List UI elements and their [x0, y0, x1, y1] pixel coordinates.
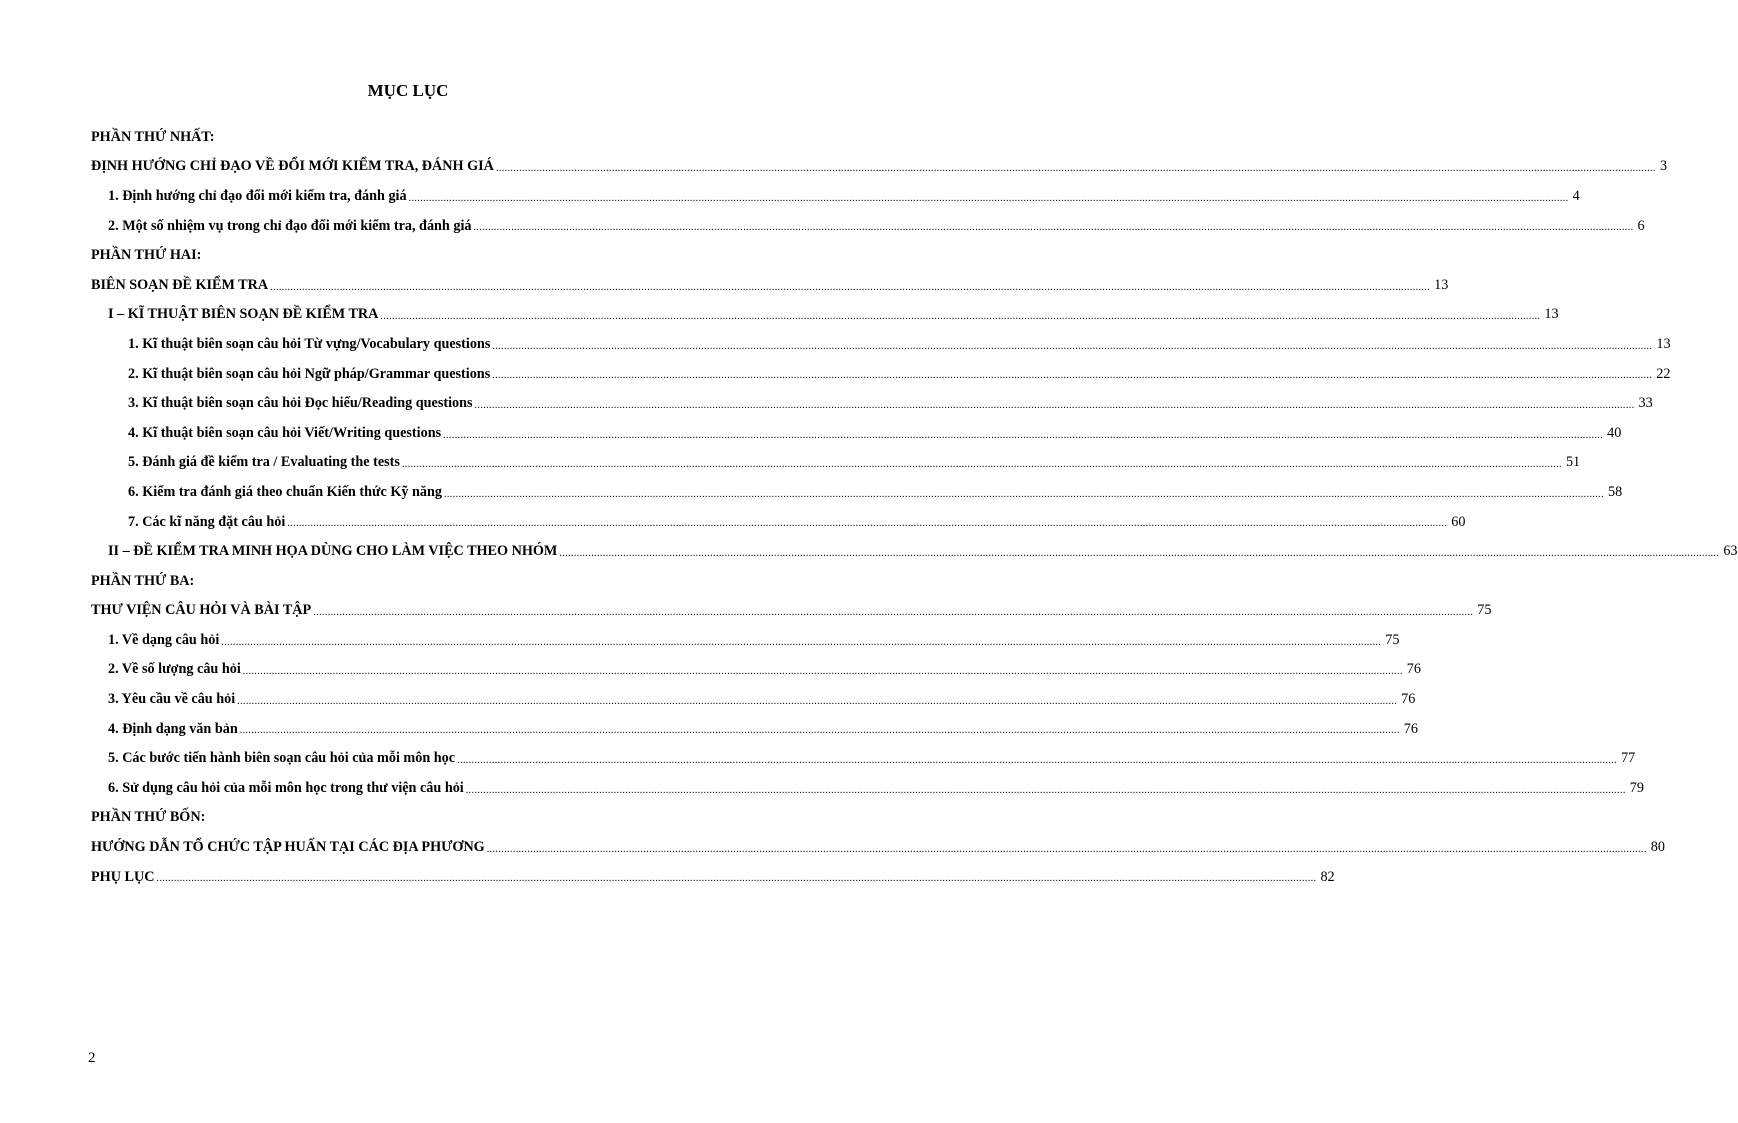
toc-entry	[91, 329, 1671, 359]
toc-page-number: 4	[1572, 187, 1580, 204]
toc-dot-leader: ................................................................................................................................................................................................................................................................................................................................................................................................................	[492, 370, 1653, 382]
toc-entry	[91, 181, 1580, 211]
toc-entry-text: 1. Về dạng câu hỏi	[108, 631, 220, 648]
toc-entry-text: 3. Yêu cầu về câu hỏi	[108, 691, 236, 708]
toc-section-heading	[91, 240, 711, 270]
toc-dot-leader: ................................................................................................................................................................................................................................................................................................................................................................................................................	[401, 459, 1562, 471]
toc-dot-leader: ................................................................................................................................................................................................................................................................................................................................................................................................................	[443, 429, 1604, 441]
toc-entry	[91, 714, 1418, 744]
toc-entry-text: ĐỊNH HƯỚNG CHỈ ĐẠO VỀ ĐỔI MỚI KIỂM TRA, ĐÁNH GIÁ	[91, 158, 494, 175]
toc-entry-text: 7. Các kĩ năng đặt câu hỏi	[128, 513, 286, 530]
toc-entry	[91, 655, 1421, 685]
toc-entry-text: 4. Định dạng văn bản	[108, 720, 238, 737]
toc-section-heading	[91, 803, 711, 833]
toc-entry	[91, 300, 1559, 330]
toc-page-number: 58	[1607, 483, 1623, 500]
toc-entry-text: 4. Kĩ thuật biên soạn câu hỏi Viết/Writing questions	[128, 424, 442, 441]
toc-dot-leader: ................................................................................................................................................................................................................................................................................................................................................................................................................	[270, 281, 1431, 293]
toc-dot-leader: ................................................................................................................................................................................................................................................................................................................................................................................................................	[380, 311, 1541, 323]
toc-dot-leader: ................................................................................................................................................................................................................................................................................................................................................................................................................	[408, 192, 1569, 204]
toc-entry-text: 6. Sử dụng câu hỏi của mỗi môn học trong thư viện câu hỏi	[108, 779, 464, 796]
toc-entry	[91, 211, 1645, 241]
toc-page-number: 77	[1621, 750, 1636, 767]
toc-dot-leader: ................................................................................................................................................................................................................................................................................................................................................................................................................	[473, 222, 1634, 234]
toc-page-number: 13	[1434, 276, 1449, 293]
toc-dot-leader: ................................................................................................................................................................................................................................................................................................................................................................................................................	[313, 607, 1474, 619]
toc-entry	[91, 743, 1636, 773]
toc-dot-leader: ................................................................................................................................................................................................................................................................................................................................................................................................................	[486, 843, 1647, 855]
toc-entry-text: BIÊN SOẠN ĐỀ KIỂM TRA	[91, 276, 269, 293]
toc-page-number: 63	[1723, 543, 1738, 560]
toc-entry-text: THƯ VIỆN CÂU HỎI VÀ BÀI TẬP	[91, 602, 312, 619]
toc-entry	[91, 270, 1449, 300]
toc-page-number: 6	[1637, 217, 1645, 234]
toc-entry	[91, 359, 1671, 389]
table-of-contents	[91, 122, 1738, 891]
toc-entry-text: 2. Kĩ thuật biên soạn câu hỏi Ngữ pháp/Grammar questions	[128, 365, 491, 382]
toc-dot-leader: ................................................................................................................................................................................................................................................................................................................................................................................................................	[474, 399, 1635, 411]
toc-entry	[91, 536, 1738, 566]
toc-entry-text: 1. Định hướng chỉ đạo đổi mới kiểm tra, đánh giá	[108, 187, 407, 204]
toc-page-number: 79	[1629, 779, 1644, 796]
toc-entry	[91, 152, 1668, 182]
toc-entry-text: 3. Kĩ thuật biên soạn câu hỏi Đọc hiểu/Reading questions	[128, 395, 473, 412]
toc-dot-leader: ................................................................................................................................................................................................................................................................................................................................................................................................................	[287, 518, 1448, 530]
toc-entry-text: 1. Kĩ thuật biên soạn câu hỏi Từ vựng/Vocabulary questions	[128, 335, 491, 352]
toc-section-heading	[91, 566, 711, 596]
toc-entry-text: 5. Các bước tiến hành biên soạn câu hỏi của mỗi môn học	[108, 750, 456, 767]
toc-entry	[91, 625, 1400, 655]
toc-page-number: 13	[1656, 335, 1671, 352]
toc-entry-text: 2. Một số nhiệm vụ trong chỉ đạo đổi mới kiểm tra, đánh giá	[108, 217, 472, 234]
toc-entry-text: PHẦN THỨ NHẤT:	[91, 128, 215, 145]
toc-entry-text: 2. Về số lượng câu hỏi	[108, 661, 241, 678]
toc-section-heading	[91, 122, 711, 152]
page-number: 2	[88, 1050, 96, 1066]
toc-page-number: 40	[1607, 424, 1622, 441]
toc-title: MỤC LỤC	[367, 81, 449, 100]
toc-entry	[91, 448, 1581, 478]
toc-page-number: 22	[1656, 365, 1671, 382]
toc-page-number: 80	[1650, 839, 1665, 856]
toc-page-number: 76	[1406, 661, 1421, 678]
toc-dot-leader: ................................................................................................................................................................................................................................................................................................................................................................................................................	[443, 488, 1604, 500]
toc-entry	[91, 862, 1335, 892]
toc-entry	[91, 507, 1466, 537]
toc-dot-leader: ................................................................................................................................................................................................................................................................................................................................................................................................................	[237, 695, 1398, 707]
toc-entry	[91, 388, 1653, 418]
toc-dot-leader: ................................................................................................................................................................................................................................................................................................................................................................................................................	[242, 666, 1403, 678]
toc-dot-leader: ................................................................................................................................................................................................................................................................................................................................................................................................................	[239, 725, 1400, 737]
toc-page-number: 51	[1565, 454, 1581, 471]
toc-entry	[91, 684, 1416, 714]
toc-entry-text: II – ĐỀ KIỂM TRA MINH HỌA DÙNG CHO LÀM VIỆC THEO NHÓM	[108, 543, 558, 560]
toc-entry-text: 6. Kiểm tra đánh giá theo chuẩn Kiến thức Kỹ năng	[128, 483, 442, 500]
toc-entry	[91, 596, 1492, 626]
toc-page-number: 3	[1659, 158, 1668, 175]
toc-page-number: 60	[1451, 513, 1466, 530]
toc-dot-leader: ................................................................................................................................................................................................................................................................................................................................................................................................................	[559, 547, 1720, 559]
toc-entry	[91, 773, 1644, 803]
toc-entry	[91, 477, 1623, 507]
toc-entry-text: PHẦN THỨ HAI:	[91, 247, 202, 264]
toc-entry-text: PHẦN THỨ BỐN:	[91, 809, 206, 826]
toc-dot-leader: ................................................................................................................................................................................................................................................................................................................................................................................................................	[156, 873, 1317, 885]
toc-page-number: 76	[1403, 720, 1418, 737]
toc-entry-text: HƯỚNG DẪN TỔ CHỨC TẬP HUẤN TẠI CÁC ĐỊA PHƯƠNG	[91, 839, 485, 856]
toc-page-number: 75	[1477, 602, 1492, 619]
toc-page-number: 13	[1544, 306, 1559, 323]
toc-entry-text: I – KĨ THUẬT BIÊN SOẠN ĐỀ KIỂM TRA	[108, 306, 379, 323]
toc-entry	[91, 832, 1665, 862]
toc-dot-leader: ................................................................................................................................................................................................................................................................................................................................................................................................................	[465, 784, 1626, 796]
toc-entry	[91, 418, 1622, 448]
toc-page-number: 82	[1320, 868, 1335, 885]
toc-dot-leader: ................................................................................................................................................................................................................................................................................................................................................................................................................	[492, 340, 1653, 352]
toc-page-number: 75	[1385, 631, 1400, 648]
toc-dot-leader: ................................................................................................................................................................................................................................................................................................................................................................................................................	[221, 636, 1382, 648]
toc-dot-leader: ................................................................................................................................................................................................................................................................................................................................................................................................................	[495, 163, 1656, 175]
toc-entry-text: PHẦN THỨ BA:	[91, 572, 195, 589]
toc-dot-leader: ................................................................................................................................................................................................................................................................................................................................................................................................................	[457, 755, 1618, 767]
toc-entry-text: 5. Đánh giá đề kiểm tra / Evaluating the tests	[128, 454, 400, 471]
toc-entry-text: PHỤ LỤC	[91, 868, 155, 885]
toc-page-number: 76	[1401, 691, 1416, 708]
toc-page-number: 33	[1638, 395, 1653, 412]
